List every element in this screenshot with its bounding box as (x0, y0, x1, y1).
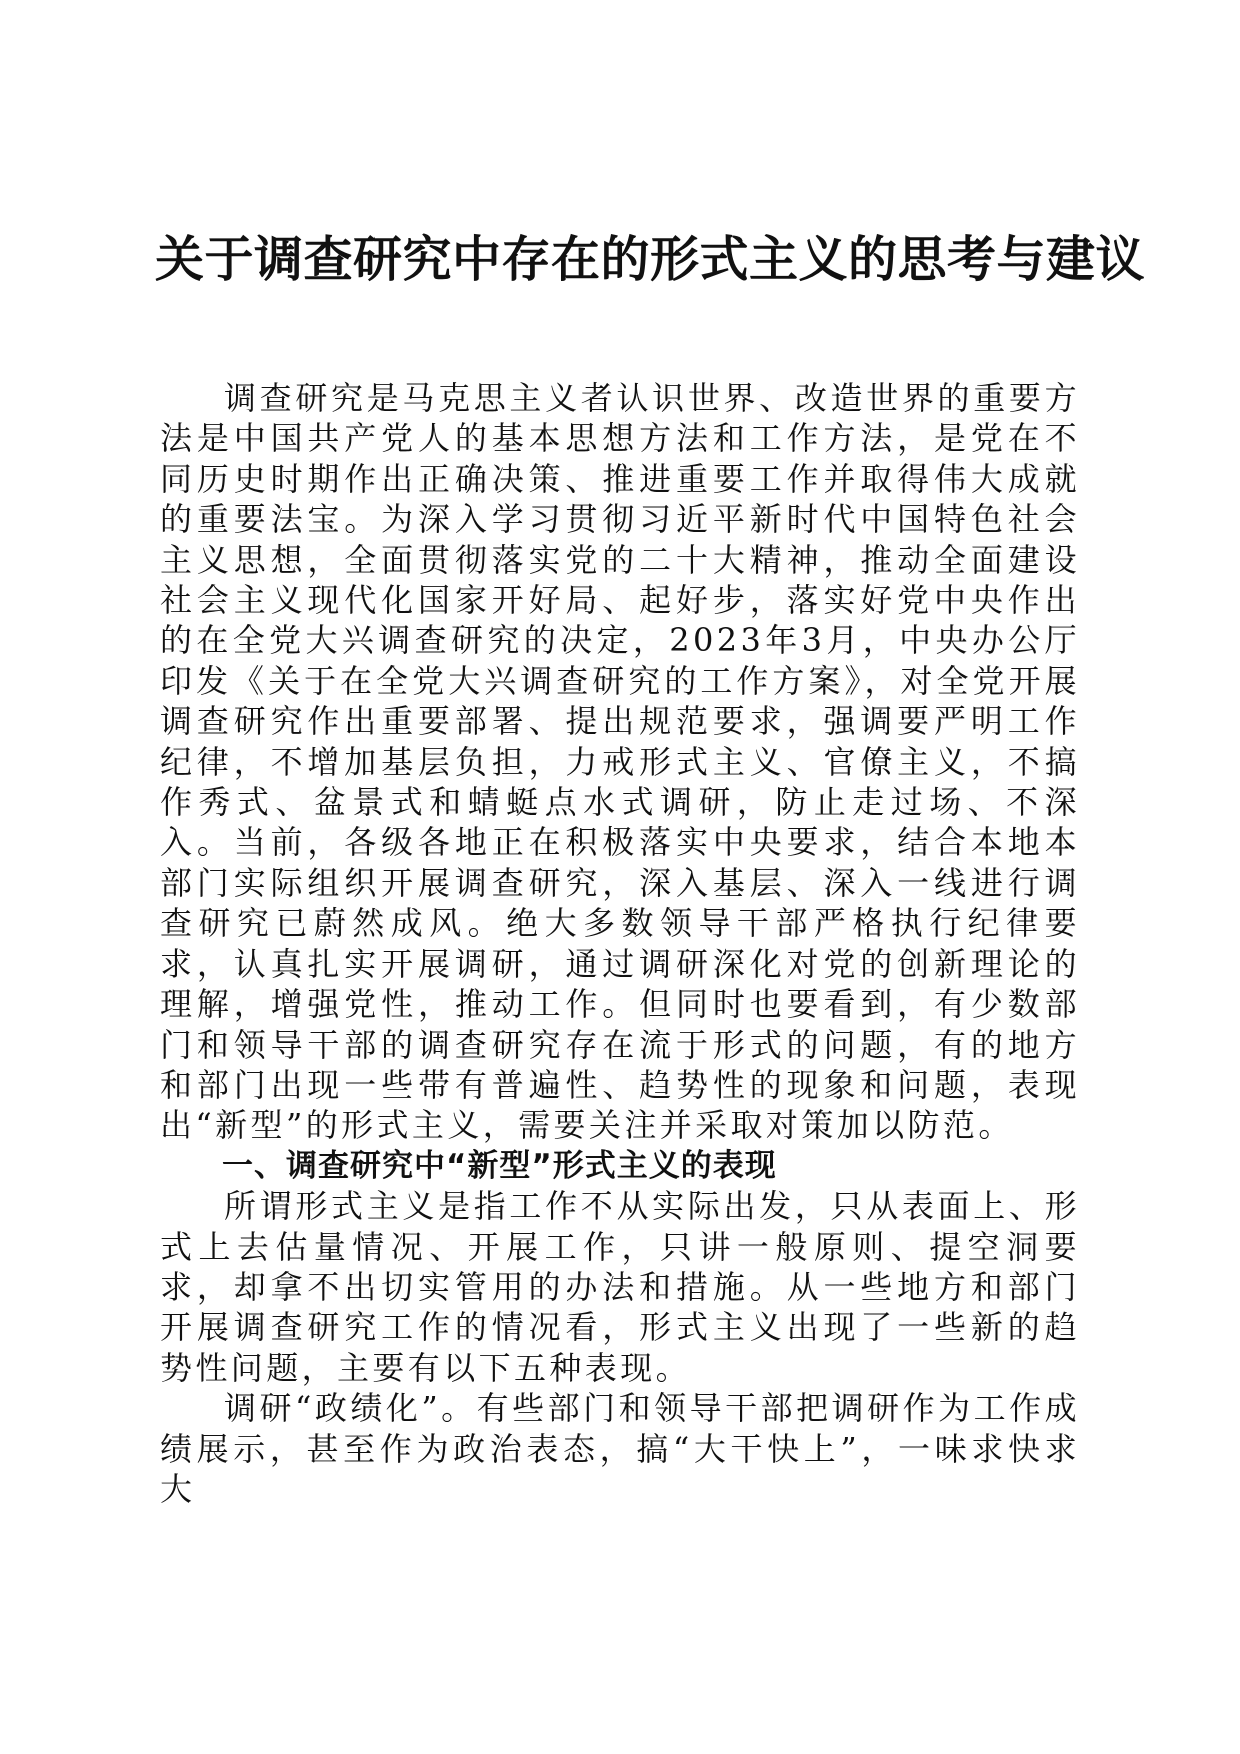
document-body (160, 378, 1080, 1509)
section-heading: 一、调查研究中“新型”形式主义的表现 (222, 1147, 777, 1184)
intro-paragraph: 调查研究是马克思主义者认识世界、改造世界的重要方法是中国共产党人的基本思想方法和工作方法，是党在不同历史时期作出正确决策、推进重要工作并取得伟大成就的重要法宝。为深入学习贯彻习近平新时代中国特色社会主义思想，全面贯彻落实党的二十大精神，推动全面建设社会主义现代化国家开好局、起好步，落实好党中央作出的在全党大兴调查研究的决定，2023年3月，中央办公厅印发《关于在全党大兴调查研究的工作方案》，对全党开展调查研究作出重要部署、提出规范要求，强调要严明工作纪律，不增加基层负担，力戒形式主义、官僚主义，不搞作秀式、盆景式和蜻蜓点水式调研，防止走过场、不深入。当前，各级各地正在积极落实中央要求，结合本地本部门实际组织开展调查研究，深入基层、深入一线进行调查研究已蔚然成风。绝大多数领导干部严格执行纪律要求，认真扎实开展调研，通过调研深化对党的创新理论的理解，增强党性，推动工作。但同时也要看到，有少数部门和领导干部的调查研究存在流于形式的问题，有的地方和部门出现一些带有普遍性、趋势性的现象和问题，表现出“新型”的形式主义，需要关注并采取对策加以防范。 (160, 379, 1080, 1145)
document-title: 关于调查研究中存在的形式主义的思考与建议 (155, 230, 1146, 288)
section-paragraph-2: 调研“政绩化”。有些部门和领导干部把调研作为工作成绩展示，甚至作为政治表态，搞“大干快上”，一味求快求大 (160, 1389, 1080, 1508)
section-paragraph-1: 所谓形式主义是指工作不从实际出发，只从表面上、形式上去估量情况、开展工作，只讲一般原则、提空洞要求，却拿不出切实管用的办法和措施。从一些地方和部门开展调查研究工作的情况看，形式主义出现了一些新的趋势性问题，主要有以下五种表现。 (160, 1187, 1080, 1387)
